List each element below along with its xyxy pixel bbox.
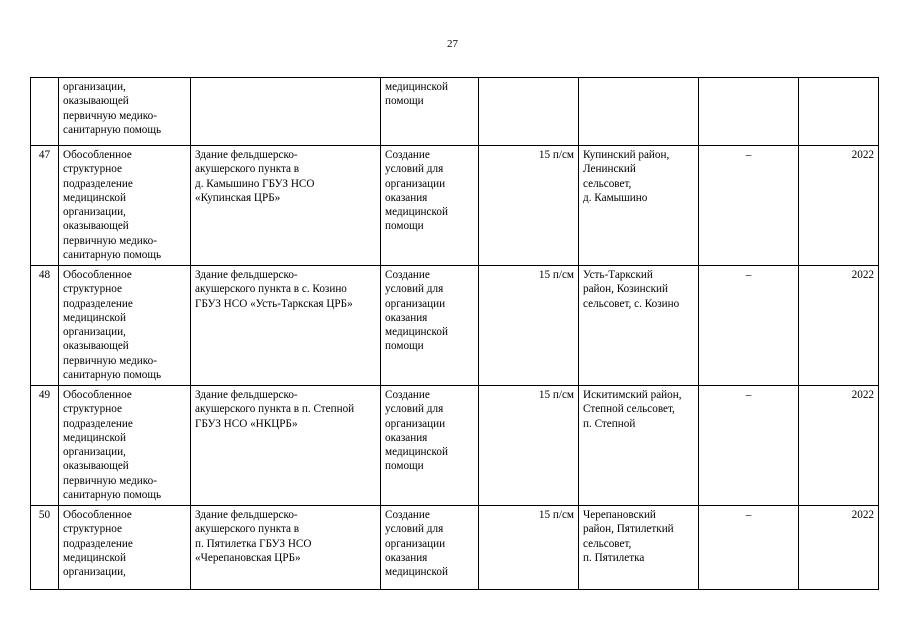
object-type-cell-line: медицинской (63, 311, 126, 324)
object-type-cell-line: санитарную помощь (63, 489, 162, 502)
object-type-cell-line: первичную медико- (63, 354, 157, 367)
year-cell: 2022 (799, 266, 879, 386)
purpose-cell-line: помощи (385, 460, 424, 473)
object-type-cell-line: Обособленное (63, 149, 132, 161)
year-cell: 2022 (799, 146, 879, 266)
location-cell (579, 78, 699, 146)
row-number: 49 (31, 386, 59, 506)
location-cell (579, 386, 699, 506)
table-row (31, 506, 879, 590)
object-type-cell-line: организации, (63, 326, 126, 339)
purpose-cell-line: медицинской (385, 446, 448, 459)
object-type-cell-line: организации, (63, 566, 126, 579)
purpose-cell-line: помощи (385, 220, 424, 233)
location-cell (579, 146, 699, 266)
location-cell-line: Купинский район, (583, 149, 670, 161)
location-cell-line: район, Пятилеткий (583, 523, 674, 536)
location-cell-line: Ленинский (583, 163, 636, 176)
object-type-cell-line: оказывающей (63, 340, 129, 353)
location-cell-line: Усть-Таркский (583, 269, 653, 281)
object-type-cell-line: санитарную помощь (63, 249, 162, 262)
object-name-cell-line: п. Пятилетка ГБУЗ НСО (195, 537, 312, 550)
object-type-cell (59, 506, 191, 590)
dash-cell: – (699, 146, 799, 266)
object-name-cell-line: акушерского пункта в п. Степной (195, 403, 355, 416)
row-number (31, 78, 59, 146)
object-name-cell (191, 146, 381, 266)
object-type-cell-line: подразделение (63, 417, 133, 430)
object-type-cell-line: санитарную помощь (63, 123, 162, 136)
object-type-cell (59, 266, 191, 386)
purpose-cell-line: медицинской (385, 206, 448, 219)
location-cell-line: Черепановский (583, 509, 656, 521)
object-name-cell-line: Здание фельдшерско- (195, 149, 298, 161)
year-cell (799, 78, 879, 146)
table-row (31, 386, 879, 506)
object-type-cell-line: подразделение (63, 297, 133, 310)
purpose-cell-line: организации (385, 537, 446, 550)
capacity-cell (479, 78, 579, 146)
object-type-cell-line: структурное (63, 163, 122, 176)
object-type-cell-line: первичную медико- (63, 474, 157, 487)
location-cell-line: Искитимский район, (583, 389, 682, 401)
purpose-cell-line: условий для (385, 403, 444, 416)
purpose-cell-line: условий для (385, 283, 444, 296)
object-type-cell-line: подразделение (63, 177, 133, 190)
purpose-cell-line: организации (385, 177, 446, 190)
purpose-cell-line: Создание (385, 509, 430, 521)
object-type-cell-line: организации, (63, 81, 126, 93)
purpose-cell-line: организации (385, 297, 446, 310)
object-type-cell-line: первичную медико- (63, 234, 157, 247)
year-cell: 2022 (799, 506, 879, 590)
row-number: 48 (31, 266, 59, 386)
capacity-cell: 15 п/см (479, 506, 579, 590)
object-type-cell-line: подразделение (63, 537, 133, 550)
object-type-cell-line: оказывающей (63, 95, 129, 108)
object-type-cell (59, 78, 191, 146)
objects-table (30, 77, 879, 590)
purpose-cell-line: Создание (385, 269, 430, 281)
location-cell-line: сельсовет, (583, 537, 632, 550)
location-cell-line: район, Козинский (583, 283, 668, 296)
table-row (31, 266, 879, 386)
location-cell-line: сельсовет, с. Козино (583, 297, 680, 310)
object-type-cell-line: санитарную помощь (63, 369, 162, 382)
object-type-cell-line: организации, (63, 206, 126, 219)
location-cell (579, 506, 699, 590)
purpose-cell-line: оказания (385, 191, 428, 204)
object-name-cell (191, 78, 381, 146)
object-name-cell-line: Здание фельдшерско- (195, 269, 298, 281)
object-name-cell-line: «Купинская ЦРБ» (195, 191, 281, 204)
purpose-cell-line: помощи (385, 95, 424, 108)
purpose-cell-line: условий для (385, 163, 444, 176)
object-type-cell-line: медицинской (63, 191, 126, 204)
object-name-cell-line: «Черепановская ЦРБ» (195, 551, 301, 564)
object-name-cell-line: ГБУЗ НСО «Усть-Таркская ЦРБ» (195, 297, 353, 310)
purpose-cell-line: медицинской (385, 566, 448, 579)
capacity-cell: 15 п/см (479, 266, 579, 386)
object-type-cell-line: Обособленное (63, 509, 132, 521)
object-name-cell-line: акушерского пункта в с. Козино (195, 283, 347, 296)
year-cell: 2022 (799, 386, 879, 506)
location-cell-line: Степной сельсовет, (583, 403, 675, 416)
object-type-cell-line: оказывающей (63, 220, 129, 233)
object-type-cell-line: медицинской (63, 431, 126, 444)
object-name-cell-line: Здание фельдшерско- (195, 509, 298, 521)
purpose-cell-line: оказания (385, 431, 428, 444)
object-type-cell-line: первичную медико- (63, 109, 157, 122)
object-type-cell-line: структурное (63, 403, 122, 416)
purpose-cell-line: медицинской (385, 81, 448, 93)
object-type-cell-line: структурное (63, 283, 122, 296)
object-type-cell-line: структурное (63, 523, 122, 536)
object-type-cell-line: медицинской (63, 551, 126, 564)
location-cell-line: п. Пятилетка (583, 551, 645, 564)
object-name-cell (191, 506, 381, 590)
location-cell-line: д. Камышино (583, 191, 648, 204)
purpose-cell (381, 386, 479, 506)
page-number: 27 (447, 38, 458, 50)
dash-cell: – (699, 386, 799, 506)
object-type-cell-line: оказывающей (63, 460, 129, 473)
location-cell-line: сельсовет, (583, 177, 632, 190)
object-name-cell-line: д. Камышино ГБУЗ НСО (195, 177, 315, 190)
row-number: 47 (31, 146, 59, 266)
capacity-cell: 15 п/см (479, 146, 579, 266)
object-type-cell (59, 386, 191, 506)
purpose-cell-line: оказания (385, 551, 428, 564)
table-row (31, 146, 879, 266)
purpose-cell-line: организации (385, 417, 446, 430)
object-type-cell-line: Обособленное (63, 269, 132, 281)
object-name-cell (191, 266, 381, 386)
dash-cell: – (699, 506, 799, 590)
purpose-cell-line: условий для (385, 523, 444, 536)
purpose-cell (381, 146, 479, 266)
capacity-cell: 15 п/см (479, 386, 579, 506)
object-name-cell-line: акушерского пункта в (195, 163, 300, 176)
object-name-cell-line: акушерского пункта в (195, 523, 300, 536)
purpose-cell-line: медицинской (385, 326, 448, 339)
purpose-cell-line: помощи (385, 340, 424, 353)
dash-cell: – (699, 266, 799, 386)
object-name-cell-line: Здание фельдшерско- (195, 389, 298, 401)
object-type-cell-line: Обособленное (63, 389, 132, 401)
purpose-cell-line: оказания (385, 311, 428, 324)
purpose-cell (381, 266, 479, 386)
object-name-cell-line: ГБУЗ НСО «НКЦРБ» (195, 417, 298, 430)
location-cell (579, 266, 699, 386)
table-body (31, 78, 879, 590)
purpose-cell-line: Создание (385, 389, 430, 401)
table-row (31, 78, 879, 146)
purpose-cell (381, 78, 479, 146)
object-name-cell (191, 386, 381, 506)
location-cell-line: п. Степной (583, 417, 636, 430)
row-number: 50 (31, 506, 59, 590)
object-type-cell (59, 146, 191, 266)
purpose-cell (381, 506, 479, 590)
object-type-cell-line: организации, (63, 446, 126, 459)
purpose-cell-line: Создание (385, 149, 430, 161)
dash-cell (699, 78, 799, 146)
